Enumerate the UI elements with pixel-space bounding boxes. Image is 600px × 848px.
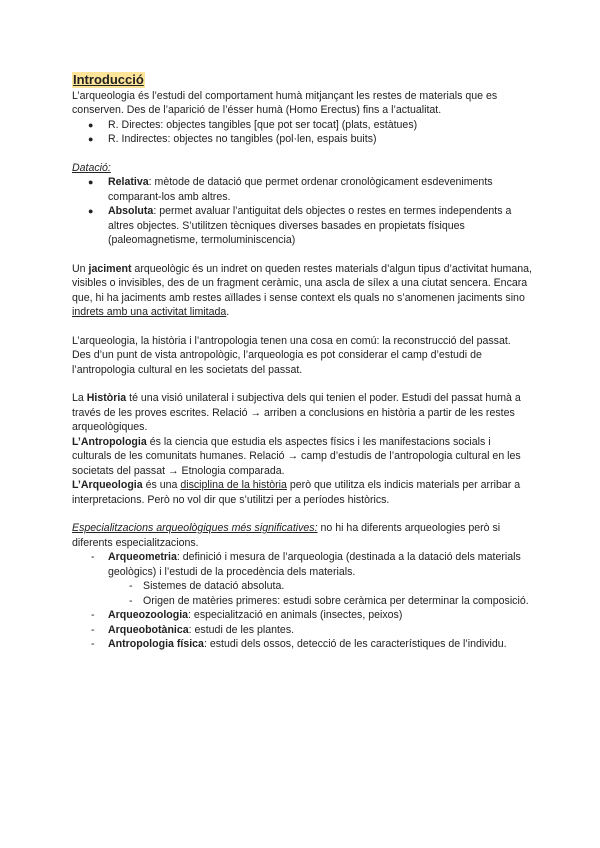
term-description: : estudi de les plantes. — [188, 623, 295, 636]
spacer — [72, 377, 532, 391]
text-run: és una — [142, 479, 181, 491]
text-run: té una visió unilateral i subjectiva dels qui tenien el poder. Estudi del passat humà a través de les proves escrites. Relació → arriben a conclusions en història a partir de les restes arqueològiques. — [72, 392, 521, 433]
relacio-paragraph-1: L’arqueologia, la història i l’antropologia tenen una cosa en comú: la reconstrucció del passat. — [72, 334, 511, 347]
historia-paragraph — [72, 391, 532, 435]
section-title: Introducció — [73, 72, 144, 87]
intro-bullet-list — [72, 118, 532, 147]
list-item — [72, 637, 532, 652]
list-item — [72, 175, 532, 204]
underlined-phrase: disciplina de la història — [180, 479, 287, 491]
text-run: Un — [72, 262, 89, 275]
term-arqueologia: L’Arqueologia — [72, 479, 143, 491]
list-item — [72, 623, 532, 638]
term-relativa: Relativa — [108, 176, 149, 188]
spacer — [72, 320, 532, 334]
term-absoluta: Absoluta — [108, 205, 154, 217]
especialitzacions-paragraph — [72, 521, 532, 550]
term-description: : especialització en animals (insectes, peixos) — [188, 609, 403, 621]
antropologia-paragraph — [72, 435, 532, 479]
underlined-phrase: indrets amb una activitat limitada — [72, 306, 227, 318]
spacer — [72, 147, 532, 161]
list-item: - Sistemes de datació absoluta. — [108, 579, 532, 594]
term-description: : definició i mesura de l’arqueologia (destinada a la datació dels materials geològics) i l’estudi de la procedència dels materials. — [108, 551, 521, 578]
arqueometria-sublist — [108, 579, 532, 608]
jaciment-paragraph — [72, 262, 532, 320]
spacer — [72, 248, 532, 262]
term-arqueozoologia: Arqueozoologia — [108, 609, 189, 621]
text-run: La — [72, 392, 87, 404]
text-run: és la ciencia que estudia els aspectes físics i les manifestacions socials i culturals de les comunitats humanes. Relació → camp d’estudis de l’antropologia cultural en les societats del passat → Etnologia comparada. — [72, 435, 521, 477]
intro-paragraph: L’arqueologia és l’estudi del comportament humà mitjançant les restes de materials que es conserven. Des de l’aparició de l’ésser humà (Homo Erectus) fins a l’actualitat. — [72, 89, 498, 116]
term-antropologia: L’Antropologia — [72, 435, 147, 448]
list-item: ● R. Indirectes: objectes no tangibles (pol·len, espais buits) — [72, 132, 532, 147]
relacio-paragraph-2: Des d’un punt de vista antropològic, l’arqueologia es pot considerar el camp d’estudi de l’antropologia cultural en les societats del passat. — [72, 349, 482, 376]
list-item: - Origen de matèries primeres: estudi sobre ceràmica per determinar la composició. — [108, 594, 532, 609]
list-item — [72, 204, 532, 248]
term-arqueometria: Arqueometria — [108, 551, 177, 563]
especialitzacions-list — [72, 550, 532, 652]
document-content — [72, 72, 532, 652]
datacio-heading: Datació: — [72, 161, 111, 174]
arqueologia-paragraph — [72, 478, 532, 507]
term-arqueobotanica: Arqueobotànica — [108, 623, 189, 636]
spacer — [72, 507, 532, 521]
list-item: ● R. Directes: objectes tangibles [que pot ser tocat] (plats, estàtues) — [72, 118, 532, 133]
term-description: : mètode de datació que permet ordenar cronològicament esdeveniments comparant-los amb altres. — [108, 176, 493, 203]
text-run: però que utilitza els indicis materials per arribar a interpretacions. Però no vol dir que s’utilitzi per a períodes històrics. — [72, 479, 521, 506]
term-description: : estudi dels ossos, detecció de les característiques de l’individu. — [203, 638, 507, 650]
term-historia: Història — [86, 392, 127, 404]
list-item — [72, 608, 532, 623]
especialitzacions-heading: Especialitzacions arqueològiques més significatives: — [72, 522, 318, 534]
term-antropologia-fisica: Antropologia física — [108, 638, 204, 650]
text-run: . — [226, 306, 230, 318]
list-item — [72, 550, 532, 608]
text-run: no hi ha diferents arqueologies però si diferents especialitzacions. — [72, 522, 501, 549]
term-description: : permet avaluar l’antiguitat dels objectes o restes en termes independents a altres objectes. S’utilitzen tècniques diverses basades en propietats físiques (paleomagnetisme, termoluminiscencia) — [108, 205, 512, 246]
term-jaciment: jaciment — [88, 262, 132, 275]
datacio-list — [72, 175, 532, 248]
text-run: arqueològic és un indret on queden restes materials d’algun tipus d’activitat humana, visibles o invisibles, des de un fragment ceràmic, una ascla de sílex a una ciutat sencera. Encara que, hi ha jaciments amb restes aïllades i sense context els quals no s’anomenen jaciments sino — [72, 262, 532, 304]
